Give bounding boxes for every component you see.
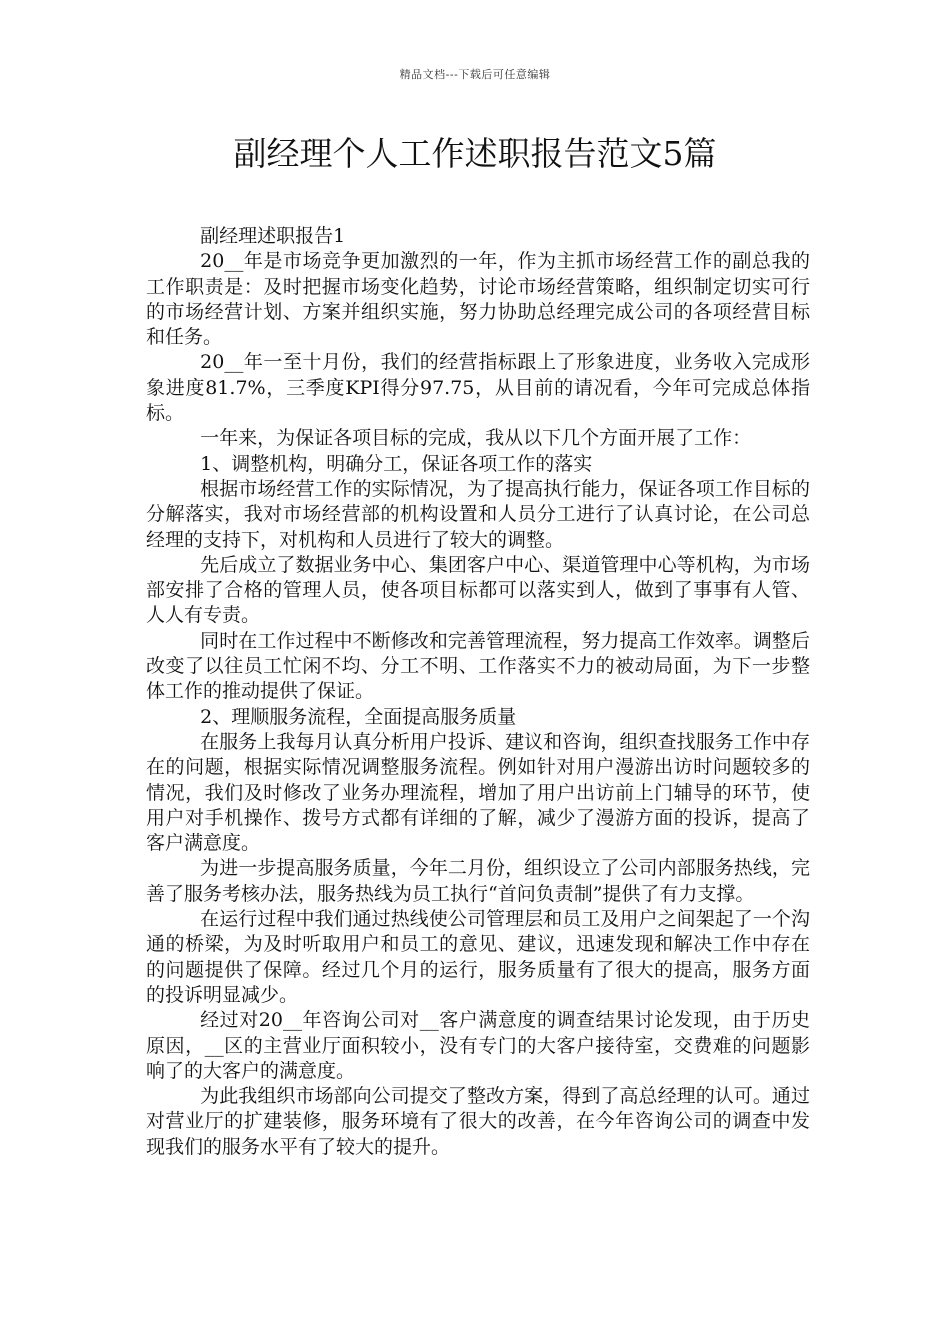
paragraph: 经过对20__年咨询公司对__客户满意度的调查结果讨论发现，由于历史原因，__区的主营业厅面积较小，没有专门的大客户接待室，交费难的问题影响了的大客户的满意度。	[146, 1009, 810, 1082]
document-title: 副经理个人工作述职报告范文5篇	[233, 134, 717, 173]
paragraph: 20__年是市场竞争更加激烈的一年，作为主抓市场经营工作的副总我的工作职责是：及时把握市场变化趋势，讨论市场经营策略，组织制定切实可行的市场经营计划、方案并组织实施，努力协助总经理完成公司的各项经营目标和任务。	[146, 250, 810, 349]
paragraph: 先后成立了数据业务中心、集团客户中心、渠道管理中心等机构，为市场部安排了合格的管理人员，使各项目标都可以落实到人，做到了事事有人管、人人有专责。	[146, 553, 810, 627]
header-note: 精品文档---下载后可任意编辑	[399, 68, 551, 81]
paragraph: 同时在工作过程中不断修改和完善管理流程，努力提高工作效率。调整后改变了以往员工忙闲不均、分工不明、工作落实不力的被动局面，为下一步整体工作的推动提供了保证。	[146, 629, 810, 703]
section-heading-1: 1、调整机构，明确分工，保证各项工作的落实	[200, 452, 593, 475]
paragraph: 在运行过程中我们通过热线使公司管理层和员工及用户之间架起了一个沟通的桥梁，为及时听取用户和员工的意见、建议，迅速发现和解决工作中存在的问题提供了保障。经过几个月的运行，服务质量有了很大的提高，服务方面的投诉明显减少。	[146, 908, 810, 1006]
section-heading-report-1: 副经理述职报告1	[200, 225, 346, 247]
document-body	[146, 224, 810, 1160]
paragraph: 一年来，为保证各项目标的完成，我从以下几个方面开展了工作：	[200, 427, 752, 450]
section-heading-2: 2、理顺服务流程，全面提高服务质量	[200, 705, 517, 728]
paragraph: 为此我组织市场部向公司提交了整改方案，得到了高总经理的认可。通过对营业厅的扩建装修，服务环境有了很大的改善，在今年咨询公司的调查中发现我们的服务水平有了较大的提升。	[146, 1085, 810, 1158]
paragraph: 根据市场经营工作的实际情况，为了提高执行能力，保证各项工作目标的分解落实，我对市场经营部的机构设置和人员分工进行了认真讨论，在公司总经理的支持下，对机构和人员进行了较大的调整。	[146, 477, 810, 551]
paragraph: 为进一步提高服务质量，今年二月份，组织设立了公司内部服务热线，完善了服务考核办法，服务热线为员工执行“首问负责制”提供了有力支撑。	[146, 857, 810, 905]
paragraph: 20__年一至十月份，我们的经营指标跟上了形象进度，业务收入完成形象进度81.7%，三季度KPI得分97.75，从目前的请况看，今年可完成总体指标。	[146, 351, 810, 425]
paragraph: 在服务上我每月认真分析用户投诉、建议和咨询，组织查找服务工作中存在的问题，根据实际情况调整服务流程。例如针对用户漫游出访时问题较多的情况，我们及时修改了业务办理流程，增加了用户出访前上门辅导的环节，使用户对手机操作、拨号方式都有详细的了解，减少了漫游方面的投诉，提高了客户满意度。	[146, 730, 810, 855]
